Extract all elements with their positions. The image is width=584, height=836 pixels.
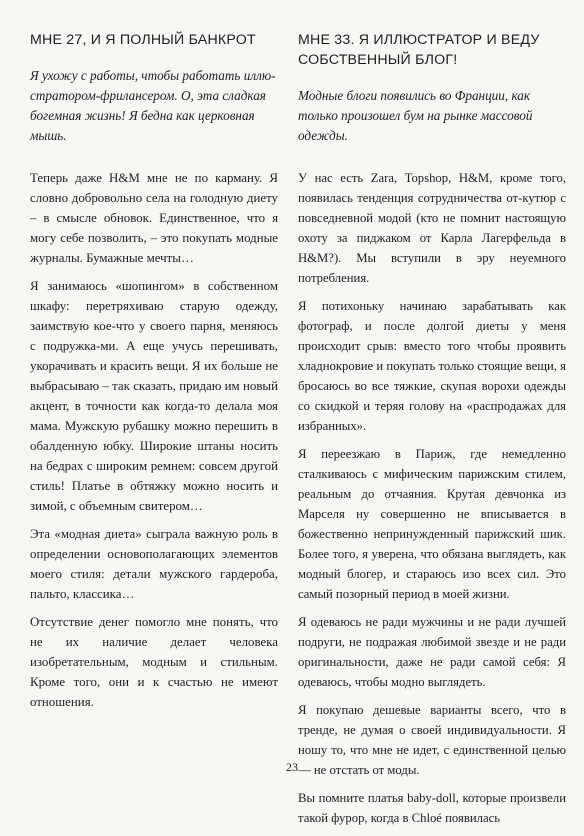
right-lead-text: Модные блоги появились во Франции, как только произошел бум на рынке массовой одежды. <box>298 88 533 143</box>
right-paragraph-5: Я покупаю дешевые варианты всего, что в тренде, не думая о своей индивидуальности. Я ношу то, что мне не идет, с единственной целью — не отстать от моды. <box>298 703 566 777</box>
left-paragraph-4: Отсутствие денег помогло мне понять, что не их наличие делает человека изобретательным, модным и стильным. Кроме того, они и к счастью не имеют отношения. <box>30 615 278 709</box>
left-paragraph-2: Я занимаюсь «шопингом» в собственном шкафу: перетряхиваю старую одежду, заимствую кое-что у своего парня, меняюсь с подружка-ми. А еще учусь перешивать, укорачивать и красить вещи. Я их больше не выбрасываю – так сказать, придаю им новый акцент, в точности как когда-то делала моя мама. Мужскую рубашку можно перешить в обалденную юбку. Широкие штаны носить на бедрах с широким ремнем: совсем другой стиль! Платье в обтяжку можно носить и зимой, с объемным свитером… <box>30 279 278 513</box>
left-lead-text: Я ухожу с работы, чтобы работать иллю-стратором-фрилансером. О, эта сладкая богемная жизнь! Я бедна как церковная мышь. <box>30 68 276 143</box>
page-number: 23 <box>286 760 298 774</box>
right-paragraph-6: Вы помните платья baby-doll, которые произвели такой фурор, когда в Chloé появилась <box>298 791 566 825</box>
right-paragraph-4: Я одеваюсь не ради мужчины и не ради лучшей подруги, не подражая любимой звезде и не ради оригинальности, даже не ради самой себя: Я одеваюсь, чтобы модно выглядеть. <box>298 615 566 689</box>
right-paragraph-2: Я потихоньку начинаю зарабатывать как фотограф, и после долгой диеты у меня происходит срыв: вместо того чтобы проявить хладнокровие и покупать только стоящие вещи, я бросаюсь во все тяжкие, скупая ворохи одежды со скидкой и теряя голову на «распродажах для избранных». <box>298 299 566 433</box>
left-section-heading: МНЕ 27, И Я ПОЛНЫЙ БАНКРОТ <box>30 32 256 48</box>
right-paragraph-1: У нас есть Zara, Topshop, H&M, кроме того, появилась тенденция сотрудничества от-кутюр с повседневной модой (кто не помнит настоящую охоту за пиджаком от Карла Лагерфельда в H&M?). Мы вступили в эру неуемного потребления. <box>298 171 566 285</box>
right-section-heading: МНЕ 33. Я ИЛЛЮСТРАТОР И ВЕДУ СОБСТВЕННЫЙ БЛОГ! <box>298 32 540 68</box>
right-column <box>298 30 566 836</box>
left-paragraph-3: Эта «модная диета» сыграла важную роль в определении основополагающих элементов моего стиля: детали мужского гардероба, пальто, классика… <box>30 527 278 601</box>
left-column <box>30 30 278 720</box>
left-paragraph-1: Теперь даже H&M мне не по карману. Я словно добровольно села на голодную диету – в смысле обновок. Единственное, что я могу себе позволить, – это покупать модные журналы. Бумажные мечты… <box>30 171 278 265</box>
right-paragraph-3: Я переезжаю в Париж, где немедленно сталкиваюсь с мифическим парижским стилем, реальным до отчаяния. Крутая девчонка из Марселя ну совершенно не вписывается в божественно непринужденный парижский шик. Более того, я уверена, что обязана выглядеть, как модный блогер, и стараюсь изо всех сил. Это самый позорный период в моей жизни. <box>298 447 566 601</box>
